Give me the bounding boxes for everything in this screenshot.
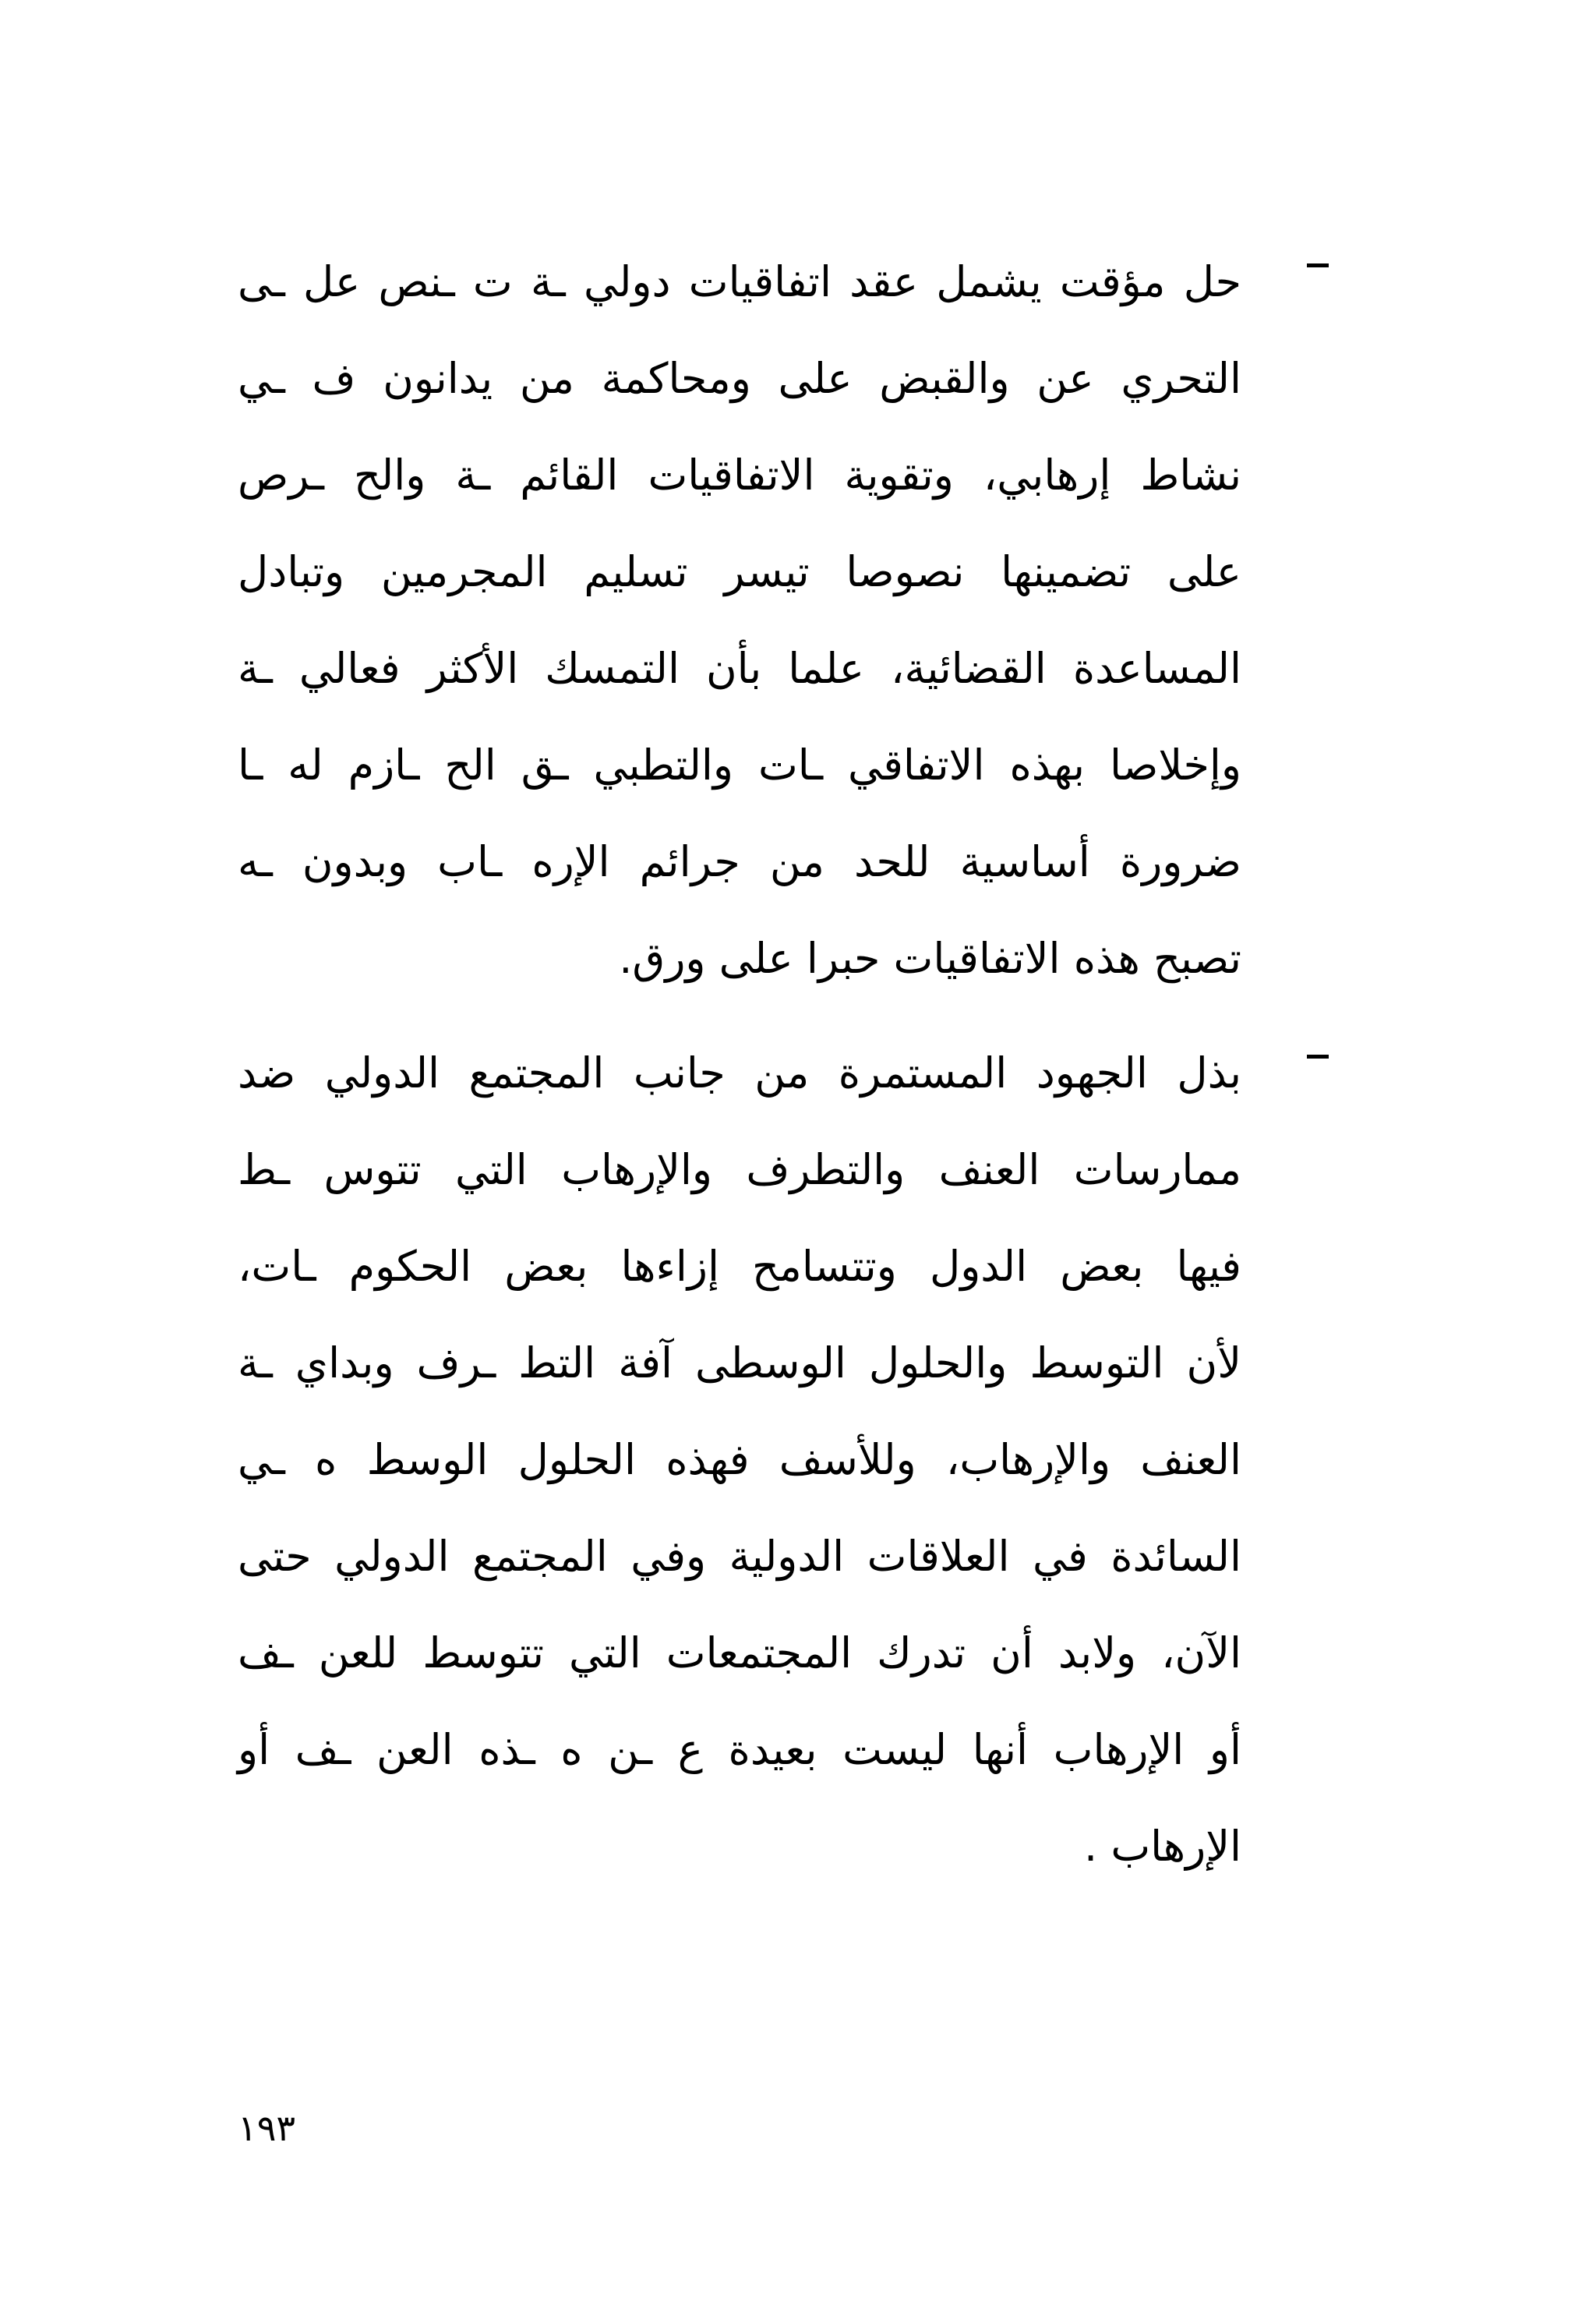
text-line: فيها بعض الدول وتتسامح إزاءها بعض الحكوم ـات، <box>238 1242 1241 1291</box>
text-line: نشاط إرهابي، وتقوية الاتفاقيات القائم ـة والح ـرص <box>238 451 1241 500</box>
text-line: الإرهاب . <box>1084 1822 1241 1871</box>
text-line: على تضمينها نصوصا تيسر تسليم المجرمين وتبادل <box>238 547 1241 596</box>
text-line: التحري عن والقبض على ومحاكمة من يدانون ف ـي <box>238 354 1241 403</box>
text-line: وإخلاصا بهذه الاتفاقي ـات والتطبي ـق الح ـازم له ـا <box>238 741 1241 790</box>
bullet-dash <box>1307 1055 1329 1059</box>
bullet-paragraph-2 <box>238 1025 1329 1895</box>
bullet-paragraph-1 <box>238 234 1329 1007</box>
text-line: ضرورة أساسية للحد من جرائم الإره ـاب وبدون ـه <box>238 837 1241 886</box>
text-line: حل مؤقت يشمل عقد اتفاقيات دولي ـة ت ـنص عل ـى <box>238 257 1241 306</box>
text-line: تصبح هذه الاتفاقيات حبرا على ورق. <box>619 934 1241 983</box>
page-number: ١٩٣ <box>238 2107 296 2149</box>
text-line: السائدة في العلاقات الدولية وفي المجتمع الدولي حتى <box>238 1532 1241 1581</box>
text-line: العنف والإرهاب، وللأسف فهذه الحلول الوسط ه ـي <box>238 1435 1241 1484</box>
text-line: المساعدة القضائية، علما بأن التمسك الأكثر فعالي ـة <box>238 644 1241 693</box>
paragraph-text <box>238 1025 1241 1895</box>
text-line: لأن التوسط والحلول الوسطى آفة التط ـرف وبداي ـة <box>238 1338 1241 1388</box>
text-line: الآن، ولابد أن تدرك المجتمعات التي تتوسط للعن ـف <box>238 1628 1241 1677</box>
paragraph-text <box>238 234 1241 1007</box>
bullet-dash <box>1307 263 1329 267</box>
text-line: أو الإرهاب أنها ليست بعيدة ع ـن ه ـذه العن ـف أو <box>238 1725 1241 1774</box>
text-line: بذل الجهود المستمرة من جانب المجتمع الدولي ضد <box>238 1048 1241 1098</box>
text-line: ممارسات العنف والتطرف والإرهاب التي تتوس ـط <box>238 1145 1241 1194</box>
